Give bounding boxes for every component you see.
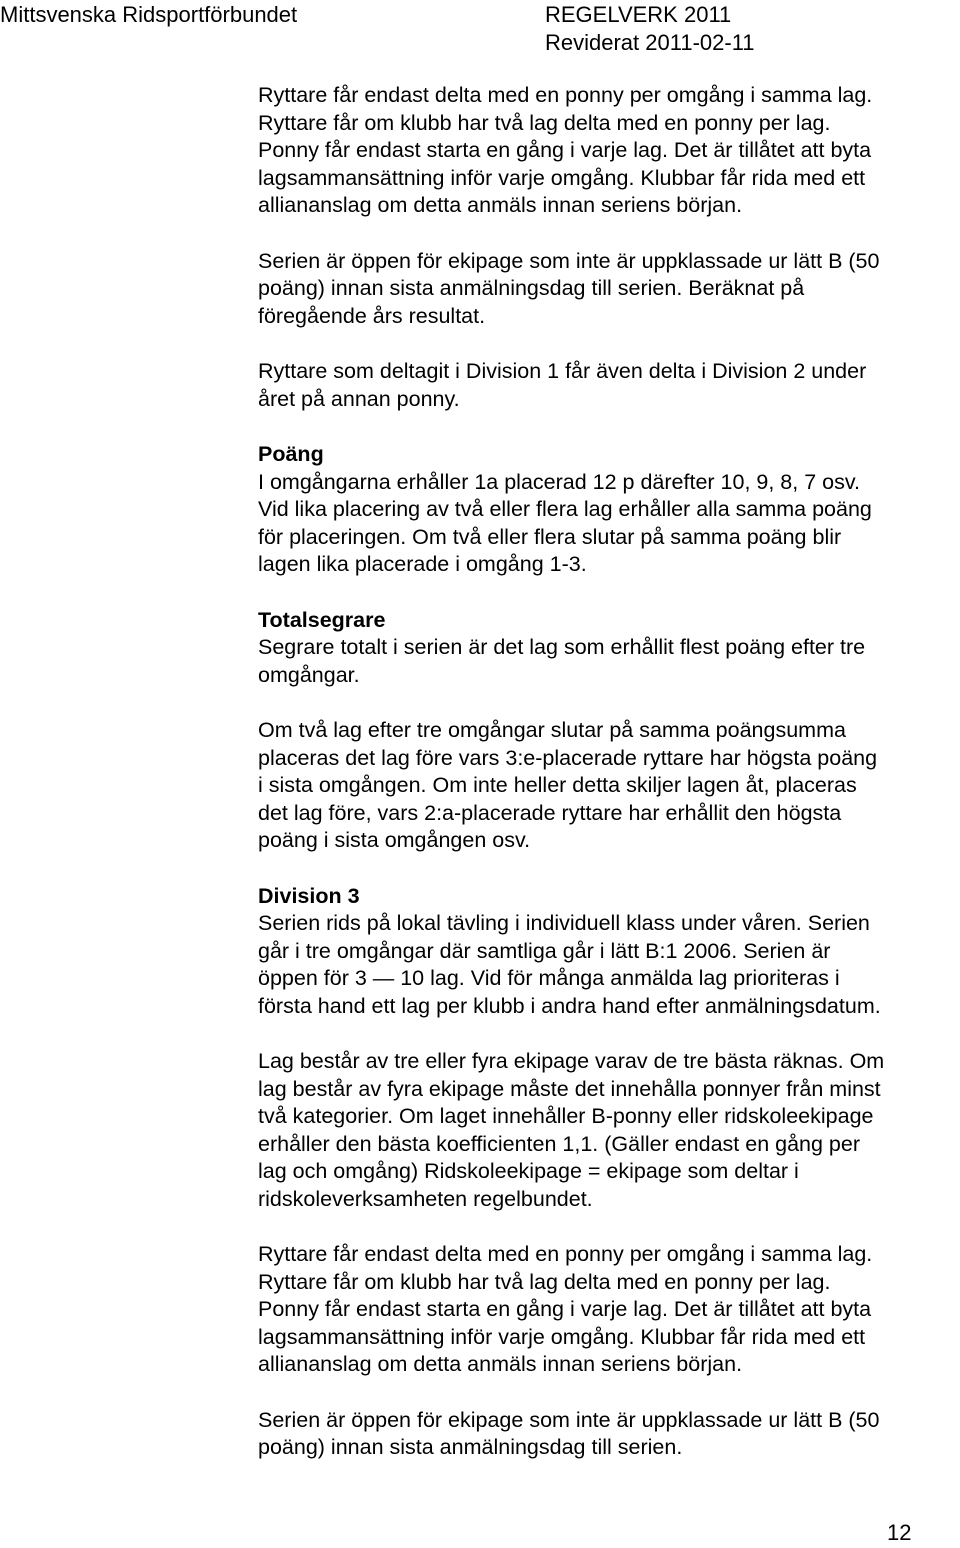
text-line: alliananslag om detta anmäls innan seriens början. [258,1352,743,1376]
text-line: placeras det lag före vars 3:e-placerade ryttare har högsta poäng [258,745,878,770]
document-body [258,82,958,1490]
section-heading: Totalsegrare [258,607,386,632]
paragraph [258,248,958,331]
text-line: Ryttare får endast delta med en ponny per omgång i samma lag. [258,83,873,107]
text-line: Ryttare som deltagit i Division 1 får även delta i Division 2 under [258,359,867,383]
text-line: poäng i sista omgången osv. [258,828,531,852]
text-line: omgångar. [258,662,360,687]
text-line: i sista omgången. Om inte heller detta skiljer lagen åt, placeras [258,773,857,797]
section-heading: Division 3 [258,883,360,908]
text-line: Lag består av tre eller fyra ekipage varav de tre bästa räknas. Om [258,1049,885,1073]
text-line: Ryttare får om klubb har två lag delta med en ponny per lag. [258,110,831,135]
text-line: lag och omgång) Ridskoleekipage = ekipage som deltar i [258,1159,799,1183]
text-line: Ponny får endast starta en gång i varje lag. Det är tillåtet att byta [258,1297,872,1321]
section-heading: Poäng [258,442,324,466]
text-line: första hand ett lag per klubb i andra hand efter anmälningsdatum. [258,993,881,1018]
text-line: Vid lika placering av två eller flera lag erhåller alla samma poäng [258,497,872,521]
text-line: två kategorier. Om laget innehåller B-ponny eller ridskoleekipage [258,1104,874,1128]
text-line: det lag före, vars 2:a-placerade ryttare har erhållit den högsta [258,800,842,825]
text-line: lagsammansättning inför varje omgång. Klubbar får rida med ett [258,1324,866,1349]
text-line: Om två lag efter tre omgångar slutar på samma poängsumma [258,718,846,742]
text-line: föregående års resultat. [258,303,486,328]
paragraph [258,1241,958,1379]
text-line: lagen lika placerade i omgång 1-3. [258,552,587,576]
paragraph [258,1407,958,1462]
text-line: lag består av fyra ekipage måste det innehålla ponnyer från minst [258,1076,881,1101]
header-organization: Mittsvenska Ridsportförbundet [0,2,298,27]
page-number: 12 [887,1520,912,1545]
text-line: ridskoleverksamheten regelbundet. [258,1186,593,1211]
text-line: Ryttare får om klubb har två lag delta med en ponny per lag. [258,1269,831,1294]
document-title: REGELVERK 2011 [545,2,732,27]
text-line: erhåller den bästa koefficienten 1,1. (Gäller endast en gång per [258,1131,860,1156]
text-line: lagsammansättning inför varje omgång. Klubbar får rida med ett [258,165,866,190]
section [258,607,958,690]
text-line: Serien är öppen för ekipage som inte är uppklassade ur lätt B (50 [258,248,880,273]
section [258,883,958,1021]
paragraph [258,717,958,855]
text-line: Serien är öppen för ekipage som inte är uppklassade ur lätt B (50 [258,1407,880,1432]
revision-date: Reviderat 2011-02-11 [545,30,755,55]
paragraph [258,82,958,220]
section [258,441,958,579]
header-meta [545,2,755,56]
text-line: Ryttare får endast delta med en ponny per omgång i samma lag. [258,1242,873,1266]
text-line: Serien rids på lokal tävling i individuell klass under våren. Serien [258,911,870,935]
text-line: Segrare totalt i serien är det lag som erhållit flest poäng efter tre [258,635,866,659]
text-line: alliananslag om detta anmäls innan seriens början. [258,193,743,217]
text-line: Ponny får endast starta en gång i varje lag. Det är tillåtet att byta [258,138,872,162]
text-line: poäng) innan sista anmälningsdag till serien. Beräknat på [258,276,805,300]
paragraph [258,1048,958,1213]
paragraph [258,358,958,413]
text-line: går i tre omgångar där samtliga går i lätt B:1 2006. Serien är [258,938,831,963]
text-line: poäng) innan sista anmälningsdag till serien. [258,1435,683,1459]
text-line: året på annan ponny. [258,386,460,411]
text-line: för placeringen. Om två eller flera slutar på samma poäng blir [258,524,842,549]
text-line: I omgångarna erhåller 1a placerad 12 p därefter 10, 9, 8, 7 osv. [258,469,860,494]
text-line: öppen för 3 — 10 lag. Vid för många anmälda lag prioriteras i [258,966,840,990]
